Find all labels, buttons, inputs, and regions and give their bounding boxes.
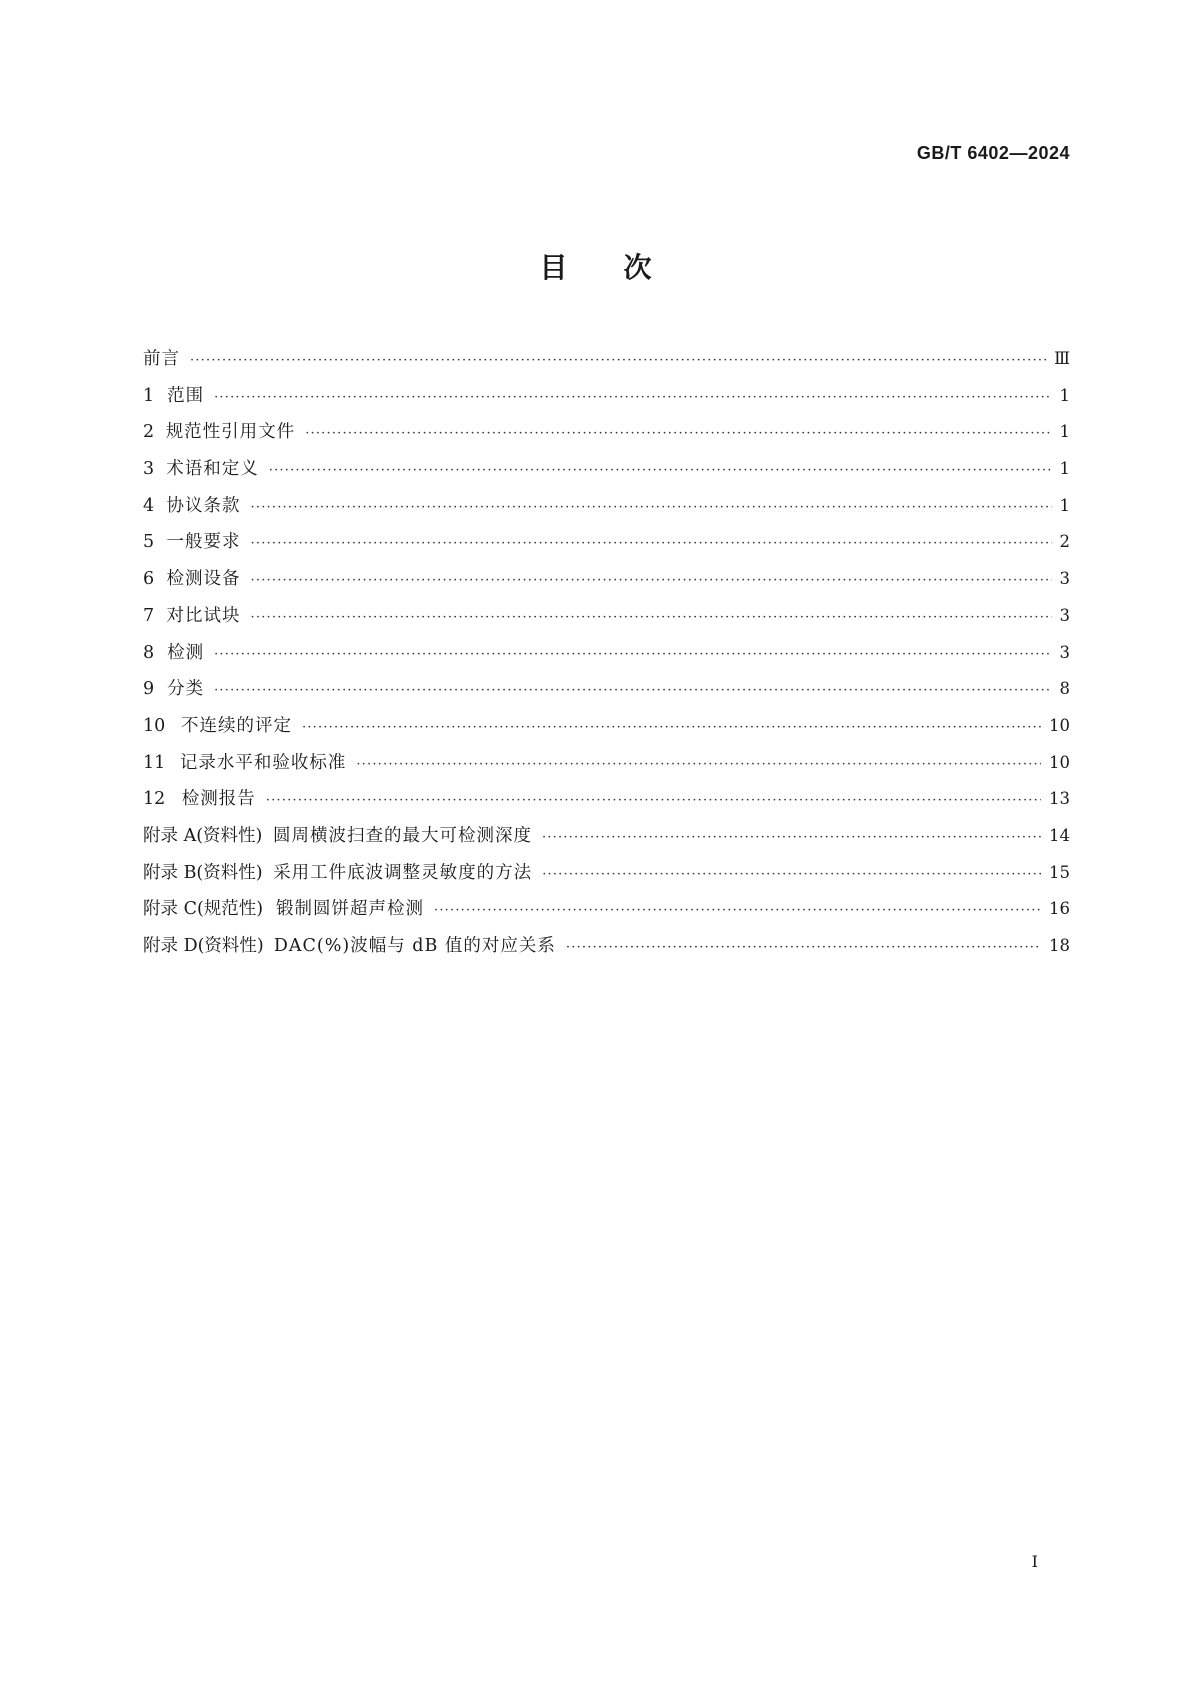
toc-entry-label: 检测报告 — [181, 789, 256, 810]
toc-entry-1[interactable] — [143, 378, 1070, 415]
toc-entry-number: 2 — [143, 422, 155, 443]
toc-entry-label: 分类 — [167, 679, 205, 700]
toc-entry-appendix-a[interactable] — [143, 818, 1070, 855]
toc-leader-dots — [542, 820, 1041, 857]
toc-entry-page: 16 — [1049, 899, 1070, 919]
toc-leader-dots — [251, 526, 1052, 563]
toc-entry-page: 1 — [1059, 459, 1070, 479]
toc-entry-number: 附录 D(资料性) — [143, 936, 264, 956]
toc-entry-page: 14 — [1049, 825, 1070, 845]
toc-entry-page: 10 — [1049, 752, 1070, 772]
toc-entry-number: 11 — [143, 752, 166, 773]
toc-entry-number: 3 — [143, 459, 155, 480]
toc-entry-page: 18 — [1049, 936, 1070, 955]
toc-entry-3[interactable] — [143, 451, 1070, 488]
toc-entry-4[interactable] — [143, 488, 1070, 525]
toc-leader-dots — [214, 380, 1051, 417]
toc-entry-label: 检测设备 — [166, 569, 241, 590]
toc-entry-5[interactable] — [143, 524, 1070, 561]
toc-entry-2[interactable] — [143, 414, 1070, 451]
toc-entry-label: 规范性引用文件 — [165, 422, 296, 443]
toc-entry-appendix-d[interactable] — [143, 928, 1070, 965]
table-of-contents — [143, 341, 1070, 965]
toc-leader-dots — [305, 416, 1051, 453]
toc-entry-11[interactable] — [143, 745, 1070, 782]
toc-entry-label: 采用工件底波调整灵敏度的方法 — [273, 862, 533, 883]
toc-entry-page: 1 — [1059, 422, 1070, 442]
toc-leader-dots — [302, 710, 1041, 747]
toc-entry-label: DAC(%)波幅与 dB 值的对应关系 — [273, 936, 556, 956]
toc-leader-dots — [251, 563, 1052, 600]
toc-entry-page: 3 — [1059, 605, 1070, 625]
toc-entry-6[interactable] — [143, 561, 1070, 598]
toc-entry-page: 1 — [1059, 495, 1070, 515]
toc-entry-page: 2 — [1059, 532, 1070, 552]
toc-leader-dots — [214, 637, 1051, 674]
toc-entry-page: 10 — [1049, 715, 1070, 735]
toc-entry-number: 4 — [143, 495, 155, 516]
toc-entry-page: 15 — [1049, 862, 1070, 882]
toc-leader-dots — [269, 453, 1052, 490]
toc-entry-foreword[interactable] — [143, 341, 1070, 378]
toc-entry-7[interactable] — [143, 598, 1070, 635]
toc-leader-dots — [542, 857, 1041, 894]
toc-entry-label: 协议条款 — [166, 495, 241, 516]
toc-entry-page: 8 — [1059, 679, 1070, 699]
toc-entry-appendix-b[interactable] — [143, 855, 1070, 892]
toc-entry-number: 1 — [143, 385, 155, 406]
toc-entry-label: 圆周横波扫查的最大可检测深度 — [272, 825, 532, 846]
toc-entry-number: 12 — [143, 789, 166, 810]
toc-entry-number: 8 — [143, 642, 155, 663]
toc-entry-number: 7 — [143, 605, 155, 626]
toc-entry-appendix-c[interactable] — [143, 891, 1070, 928]
toc-entry-9[interactable] — [143, 671, 1070, 708]
toc-entry-number: 9 — [143, 679, 155, 700]
title-char-1: 目 — [539, 251, 568, 284]
standard-number: GB/T 6402—2024 — [916, 143, 1070, 163]
toc-entry-label: 不连续的评定 — [181, 715, 292, 736]
toc-leader-dots — [251, 600, 1052, 637]
toc-entry-number: 附录 C(规范性) — [143, 899, 264, 920]
toc-entry-label: 对比试块 — [166, 605, 241, 626]
page-title — [0, 246, 1191, 286]
toc-leader-dots — [566, 930, 1041, 967]
title-char-2: 次 — [623, 251, 652, 284]
toc-entry-label: 锻制圆饼超声检测 — [276, 899, 425, 920]
toc-entry-label: 范围 — [167, 385, 205, 406]
toc-entry-page: 13 — [1049, 789, 1070, 809]
toc-entry-label: 一般要求 — [166, 532, 241, 553]
toc-entry-label: 检测 — [167, 642, 205, 663]
toc-entry-number: 5 — [143, 532, 155, 553]
toc-leader-dots — [214, 673, 1051, 710]
toc-entry-number: 附录 B(资料性) — [143, 862, 263, 883]
toc-entry-12[interactable] — [143, 781, 1070, 818]
toc-entry-page: 3 — [1059, 569, 1070, 589]
toc-leader-dots — [434, 893, 1041, 930]
toc-entry-page: 1 — [1059, 385, 1070, 405]
toc-entry-label: 前言 — [143, 349, 180, 369]
toc-entry-page: 3 — [1059, 642, 1070, 662]
toc-entry-number: 附录 A(资料性) — [143, 825, 263, 846]
page-number: I — [1031, 1552, 1038, 1571]
toc-leader-dots — [251, 490, 1052, 527]
toc-entry-8[interactable] — [143, 635, 1070, 672]
toc-entry-page: Ⅲ — [1054, 349, 1070, 368]
toc-entry-10[interactable] — [143, 708, 1070, 745]
toc-entry-label: 术语和定义 — [166, 459, 259, 480]
toc-entry-number: 10 — [143, 715, 166, 736]
toc-entry-label: 记录水平和验收标准 — [179, 752, 347, 773]
toc-entry-number: 6 — [143, 569, 155, 590]
toc-leader-dots — [266, 783, 1041, 820]
toc-leader-dots — [356, 747, 1041, 784]
toc-leader-dots — [190, 343, 1046, 380]
